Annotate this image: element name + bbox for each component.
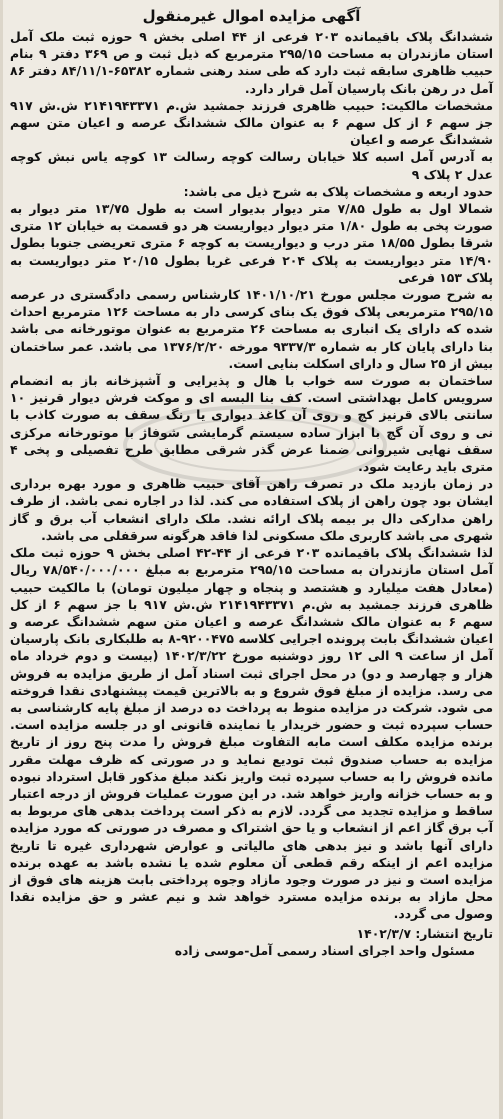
paragraph-expert-report: به شرح صورت مجلس مورخ ۱۴۰۱/۱۰/۲۱ کارشناس رسمی دادگستری در عرصه ۲۹۵/۱۵ مترمربعی پلاک فوق یک بنای کرسی دار به مساحت ۱۲۶ مترمربع احداث شده که دارای یک انباری به مساحت ۲۶ مترمربع به عنوان موتورخانه می باشد بنا دارای پایان کار به شماره ۹۳۳۷/۳ مورخه ۱۳۷۶/۲/۲۰ می باشد. عمر ساختمان بیش از ۲۵ سال و دارای اسکلت بنایی است. [10, 287, 494, 371]
paragraph-boundaries-heading: حدود اربعه و مشخصات پلاک به شرح ذیل می باشد: [183, 183, 493, 199]
paragraph-auction-terms: لذا ششدانگ پلاک باقیمانده ۲۰۳ فرعی از ۴۴-۴۲ اصلی بخش ۹ حوزه ثبت ملک آمل استان مازندران به مساحت ۲۹۵/۱۵ مترمربع به مبلغ ۷۸/۵۴۰/۰۰۰/۰۰۰ ریال (معادل هفت میلیارد و هشتصد و پنجاه و چهار میلیون تومان) با مالکیت حبیب ظاهری فرزند جمشید به ش.م ۲۱۴۱۹۴۳۳۷۱ ش.ش ۹۱۷ با جز سهم ۶ از کل سهم ۶ به عنوان مالک ششدانگ عرصه و اعیان متن سهم ششدانگ عرصه و اعیان ششدانگ بابت پرونده اجرایی کلاسه ۹۲۰۰۴۷۵-۸ به طلبکاری بانک پارسیان آمل از ساعت ۹ الی ۱۲ روز دوشنبه مورخ ۱۴۰۲/۳/۲۲ (بیست و دوم خرداد ماه هزار و چهارصد و دو) در محل اجرای ثبت اسناد آمل از طریق مزایده به فروش می رسد. مزایده از مبلغ فوق شروع و به بالاترین قیمت پیشنهادی نقدا فروخته می شود. شرکت در مزایده منوط به پرداخت ده درصد از مبلغ پایه کارشناسی به حساب سپرده ثبت و حضور خریدار یا نماینده قانونی او در جلسه مزایده است. برنده مزایده مکلف است مابه التفاوت مبلغ فروش را مدت پنج روز از تاریخ مزایده به حساب صندوق ثبت تودیع نماید و در صورتی که ظرف مهلت مقرر مانده فروش را به حساب سپرده ثبت واریز نکند مبلغ مذکور قابل استرداد نبوده و به حساب خزانه واریز خواهد شد. در این صورت عملیات فروش از درجه اعتبار ساقط و مزایده تجدید می گردد. لازم به ذکر است پرداخت بدهی های مربوط به آب برق گاز اعم از انشعاب و یا حق اشتراک و مصرف در صورتی که مورد مزایده دارای آنها باشد و نیز بدهی های مالیاتی و عوارض شهرداری غیره تا تاریخ مزایده اعم از اینکه رقم قطعی آن معلوم شده یا نشده باشد به عهده برنده مزایده است و نیز در صورت وجود مازاد وجوه پرداختی بابت هزینه های فوق از محل مازاد به برنده مزایده مسترد خواهد شد و نیم عشر و حق مزایده نقدا وصول می گردد. [10, 545, 493, 922]
paragraph-boundaries: شمالا اول به طول ۷/۸۵ متر دیوار بدیوار است به طول ۱۳/۷۵ متر دیوار به صورت پخی به طول ۱/۸۰ متر دیوار دیواریست هر دو قسمت به خیابان ۱۲ متری شرقا بطول ۱۸/۵۵ متر درب و دیواریست به کوچه ۶ متری تعریضی جنوبا بطول ۱۴/۹۰ متر دیواریست به پلاک ۲۰۴ فرعی غربا بطول ۲۰/۱۵ متر دیواریست به پلاک ۱۵۳ فرعی [10, 201, 493, 285]
paragraph-ownership: مشخصات مالکیت: حبیب ظاهری فرزند جمشید ش.م ۲۱۴۱۹۴۳۳۷۱ ش.ش ۹۱۷ جز سهم ۶ از کل سهم ۶ به عنوان مالک ششدانگ عرصه و اعیان متن سهم ششدانگ عرصه و اعیان [10, 97, 494, 148]
notice-footer [10, 925, 493, 959]
paragraph-building-description: ساختمان به صورت سه خواب با هال و پذیرایی و آشپزخانه باز به انضمام سرویس کامل بهداشتی است. کف بنا البسه ای و موکت فرش دیوار قرنیز ۱۰ سانتی بالای قرنیز کچ و روی آن کاغذ دیواری یا رنگ سقف به صورت کاذب با نی و روی آن گچ با ابزار ساده سیستم گرمایشی شوفاژ با موتورخانه مرکزی سقف نهایی شیروانی ضمنا عرض گذر شرقی مطابق طرح تفصیلی و پخی ۴ متری باید رعایت شود. [10, 373, 493, 475]
paper-edge-right [499, 0, 503, 1119]
paragraph-property-intro: ششدانگ پلاک باقیمانده ۲۰۳ فرعی از ۴۴ اصلی بخش ۹ حوزه ثبت ملک آمل استان مازندران به مساحت ۲۹۵/۱۵ مترمربع که ذیل ثبت و ص ۳۶۹ دفتر ۹ بنام حبیب ظاهری سابقه ثبت دارد که طی سند رهنی شماره ۶۵۳۸۲-۸۴/۱۱/۱ دفتر ۸۶ آمل در رهن بانک پارسیان آمل قرار دارد. [10, 29, 494, 96]
paragraph-inspection: در زمان بازدید ملک در تصرف راهن آقای حبیب ظاهری و مورد بهره برداری ایشان بود چون راهن از پلاک استفاده می کند. لذا در اجاره نمی باشد. از طرف راهن مدارکی دال بر بیمه پلاک ارائه نشد. ملک دارای انشعاب آب برق و گاز شهری می باشد کاربری ملک مسکونی لذا فاقد هرگونه سرقفلی می باشد. [10, 476, 493, 543]
notice-title: آگهی مزایده اموال غیرمنقول [142, 7, 361, 25]
publish-date: تاریخ انتشار: ۱۴۰۲/۳/۷ [356, 925, 493, 941]
paragraph-address: به آدرس آمل اسبه کلا خیابان رسالت کوچه رسالت ۱۳ کوچه یاس نبش کوچه عدل ۲ پلاک ۹ [10, 149, 493, 182]
signature-line: مسئول واحد اجرای اسناد رسمی آمل-موسی زاده [174, 942, 475, 958]
paper-edge-left [0, 0, 3, 1119]
